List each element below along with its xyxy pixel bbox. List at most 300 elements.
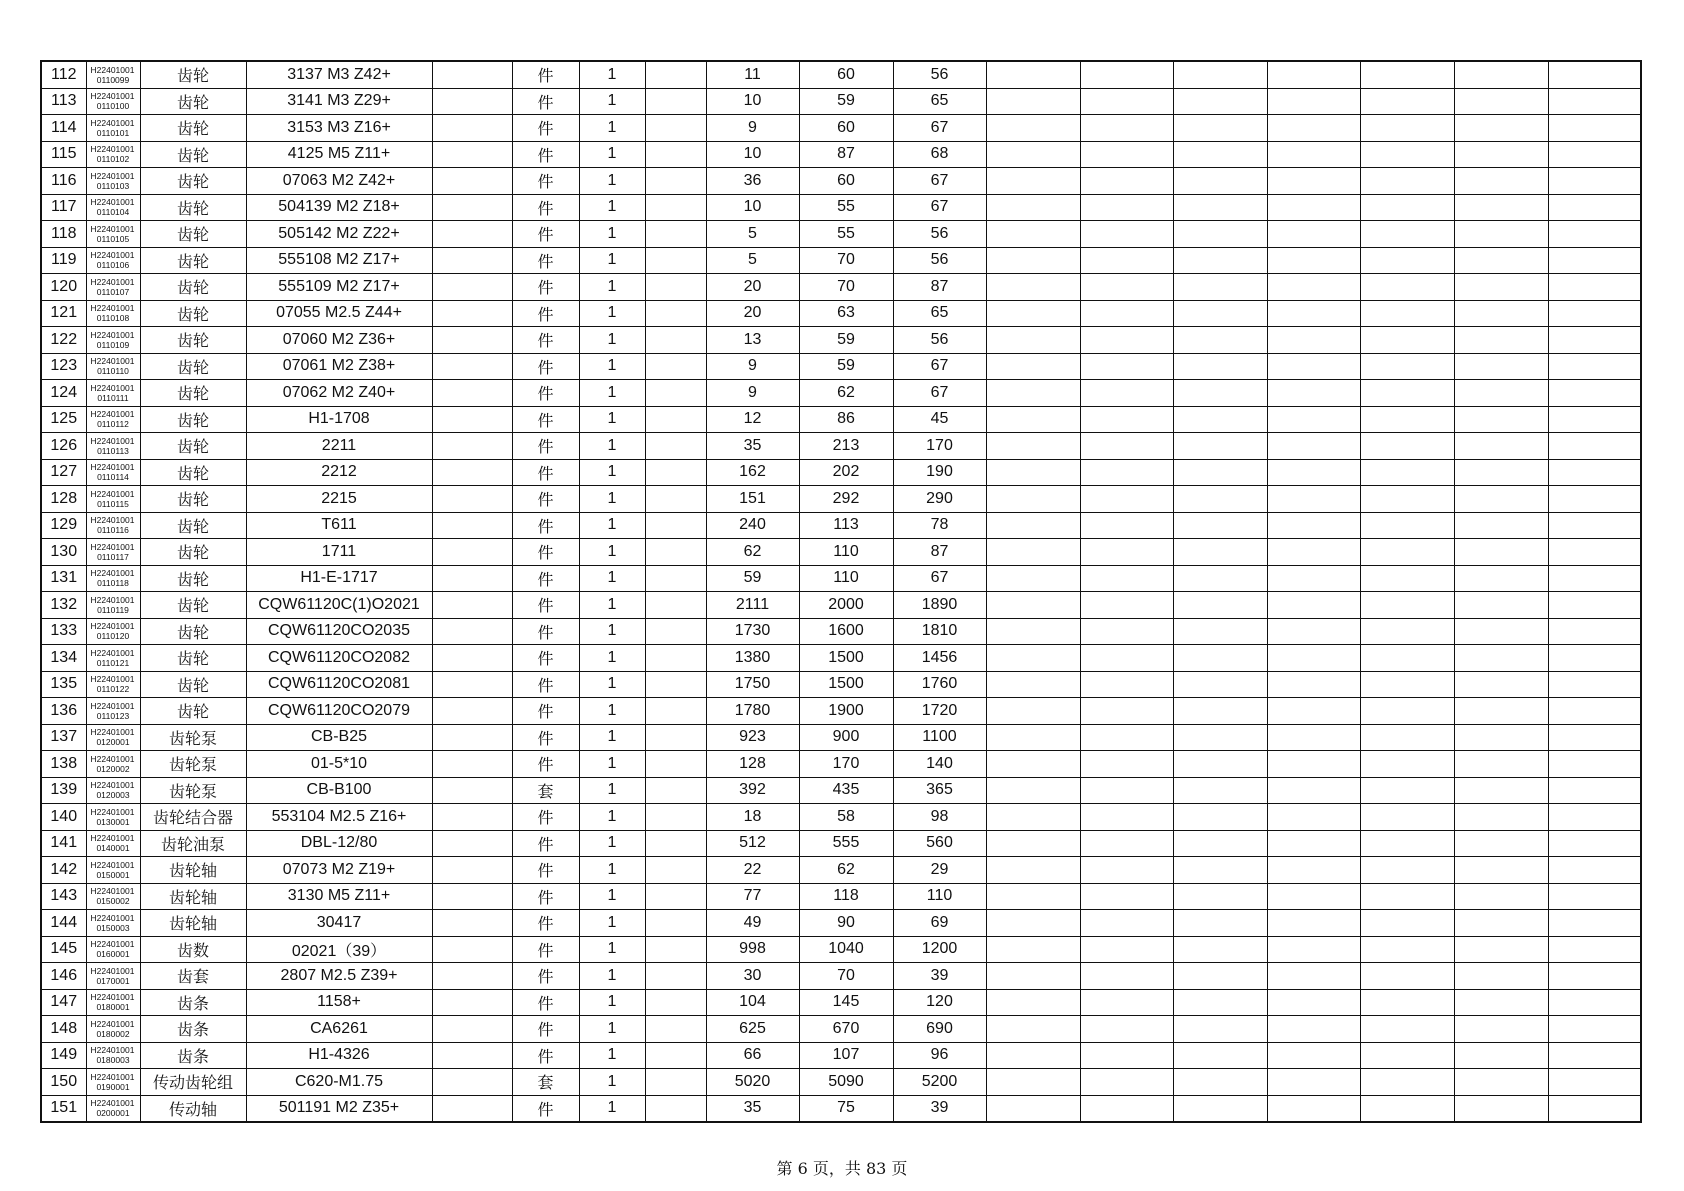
empty-cell [1080,115,1173,142]
item-spec: H1-1708 [246,406,432,433]
item-spec: 30417 [246,910,432,937]
empty-cell [986,698,1080,725]
page-footer: 第 6 页，共 83 页 [776,1159,908,1178]
empty-cell [986,910,1080,937]
price-1: 11 [706,61,799,88]
empty-cell [1548,777,1641,804]
empty-cell [1548,539,1641,566]
empty-cell [1454,910,1548,937]
item-spec: 07073 M2 Z19+ [246,857,432,884]
table-row [41,274,1641,301]
empty-cell [986,459,1080,486]
item-unit: 件 [512,300,579,327]
item-quantity: 1 [579,565,645,592]
empty-cell [1360,724,1454,751]
price-1: 9 [706,115,799,142]
empty-cell [986,486,1080,513]
empty-cell [1080,910,1173,937]
item-name: 齿轮 [140,645,246,672]
item-name: 齿轮油泵 [140,830,246,857]
empty-cell [1267,671,1360,698]
price-2: 63 [799,300,893,327]
empty-cell [1548,565,1641,592]
price-1: 128 [706,751,799,778]
item-spec: 3130 M5 Z11+ [246,883,432,910]
material-code: H22401001 0110116 [86,512,140,539]
empty-cell [1360,539,1454,566]
material-code: H22401001 0110122 [86,671,140,698]
table-row [41,61,1641,88]
empty-cell [1454,194,1548,221]
item-unit: 件 [512,512,579,539]
item-spec: 3141 M3 Z29+ [246,88,432,115]
empty-cell [645,1069,706,1096]
empty-cell [1548,592,1641,619]
row-number: 151 [41,1095,86,1122]
item-spec: 3153 M3 Z16+ [246,115,432,142]
empty-cell [1267,168,1360,195]
empty-cell [432,194,512,221]
item-name: 齿轮轴 [140,910,246,937]
price-3: 1760 [893,671,986,698]
empty-cell [645,221,706,248]
empty-cell [432,989,512,1016]
price-3: 560 [893,830,986,857]
empty-cell [986,830,1080,857]
item-quantity: 1 [579,989,645,1016]
item-name: 齿轮轴 [140,883,246,910]
table-row [41,645,1641,672]
empty-cell [1080,88,1173,115]
price-3: 39 [893,1095,986,1122]
price-3: 98 [893,804,986,831]
empty-cell [1360,459,1454,486]
item-spec: DBL-12/80 [246,830,432,857]
price-2: 2000 [799,592,893,619]
empty-cell [1548,1069,1641,1096]
empty-cell [1454,327,1548,354]
price-1: 62 [706,539,799,566]
empty-cell [986,751,1080,778]
empty-cell [1267,830,1360,857]
empty-cell [1173,274,1267,301]
row-number: 136 [41,698,86,725]
item-spec: 553104 M2.5 Z16+ [246,804,432,831]
empty-cell [1360,327,1454,354]
empty-cell [432,1042,512,1069]
item-unit: 件 [512,565,579,592]
price-2: 62 [799,380,893,407]
empty-cell [1454,274,1548,301]
empty-cell [1267,194,1360,221]
empty-cell [1267,247,1360,274]
empty-cell [1454,671,1548,698]
empty-cell [1548,61,1641,88]
empty-cell [1267,115,1360,142]
empty-cell [1360,618,1454,645]
row-number: 150 [41,1069,86,1096]
item-quantity: 1 [579,910,645,937]
empty-cell [1454,221,1548,248]
empty-cell [1360,777,1454,804]
empty-cell [1080,486,1173,513]
empty-cell [1080,327,1173,354]
empty-cell [1080,221,1173,248]
empty-cell [1080,406,1173,433]
table-row [41,910,1641,937]
price-1: 10 [706,88,799,115]
item-unit: 件 [512,539,579,566]
item-unit: 件 [512,910,579,937]
item-name: 齿数 [140,936,246,963]
price-3: 56 [893,61,986,88]
empty-cell [1173,221,1267,248]
item-unit: 套 [512,777,579,804]
empty-cell [1080,724,1173,751]
price-2: 70 [799,247,893,274]
empty-cell [1267,751,1360,778]
table-row [41,963,1641,990]
row-number: 137 [41,724,86,751]
row-number: 119 [41,247,86,274]
item-name: 齿轮 [140,221,246,248]
empty-cell [1454,168,1548,195]
empty-cell [1080,830,1173,857]
empty-cell [1267,512,1360,539]
item-quantity: 1 [579,618,645,645]
empty-cell [1454,406,1548,433]
table-body [41,61,1641,1122]
item-quantity: 1 [579,433,645,460]
item-quantity: 1 [579,671,645,698]
price-2: 555 [799,830,893,857]
empty-cell [645,645,706,672]
empty-cell [1080,1069,1173,1096]
item-spec: 07063 M2 Z42+ [246,168,432,195]
empty-cell [1173,936,1267,963]
empty-cell [645,353,706,380]
material-code: H22401001 0110117 [86,539,140,566]
material-code: H22401001 0110110 [86,353,140,380]
material-code: H22401001 0110107 [86,274,140,301]
price-1: 10 [706,194,799,221]
item-unit: 件 [512,61,579,88]
empty-cell [986,353,1080,380]
empty-cell [1173,963,1267,990]
price-2: 435 [799,777,893,804]
empty-cell [432,274,512,301]
price-1: 36 [706,168,799,195]
material-code: H22401001 0110099 [86,61,140,88]
empty-cell [1454,565,1548,592]
item-unit: 件 [512,592,579,619]
empty-cell [1548,804,1641,831]
empty-cell [432,963,512,990]
item-spec: 555109 M2 Z17+ [246,274,432,301]
price-2: 1500 [799,645,893,672]
empty-cell [1267,1095,1360,1122]
empty-cell [986,1042,1080,1069]
item-quantity: 1 [579,88,645,115]
empty-cell [645,1042,706,1069]
empty-cell [1454,353,1548,380]
price-3: 67 [893,565,986,592]
empty-cell [432,1095,512,1122]
empty-cell [1080,61,1173,88]
row-number: 118 [41,221,86,248]
item-quantity: 1 [579,406,645,433]
empty-cell [1267,724,1360,751]
empty-cell [1173,883,1267,910]
item-name: 齿轮 [140,168,246,195]
table-row [41,353,1641,380]
item-name: 齿轮 [140,618,246,645]
item-unit: 件 [512,1016,579,1043]
item-spec: 02021（39） [246,936,432,963]
row-number: 129 [41,512,86,539]
row-number: 124 [41,380,86,407]
price-3: 170 [893,433,986,460]
empty-cell [1267,963,1360,990]
empty-cell [1454,857,1548,884]
material-code: H22401001 0110112 [86,406,140,433]
empty-cell [1173,353,1267,380]
empty-cell [1360,433,1454,460]
empty-cell [1173,804,1267,831]
item-name: 传动轴 [140,1095,246,1122]
empty-cell [1360,645,1454,672]
empty-cell [986,406,1080,433]
empty-cell [1267,141,1360,168]
empty-cell [1267,539,1360,566]
item-spec: 07060 M2 Z36+ [246,327,432,354]
empty-cell [645,141,706,168]
table-row [41,433,1641,460]
price-2: 60 [799,115,893,142]
empty-cell [986,883,1080,910]
item-name: 齿轮 [140,592,246,619]
table-row [41,486,1641,513]
price-2: 145 [799,989,893,1016]
empty-cell [645,274,706,301]
price-3: 68 [893,141,986,168]
table-row [41,857,1641,884]
price-3: 1720 [893,698,986,725]
empty-cell [1267,406,1360,433]
empty-cell [1360,247,1454,274]
empty-cell [645,671,706,698]
empty-cell [432,671,512,698]
empty-cell [1173,618,1267,645]
item-spec: CQW61120CO2035 [246,618,432,645]
item-spec: 1711 [246,539,432,566]
empty-cell [1548,910,1641,937]
price-1: 1780 [706,698,799,725]
item-quantity: 1 [579,857,645,884]
empty-cell [986,963,1080,990]
empty-cell [1173,512,1267,539]
empty-cell [1267,88,1360,115]
empty-cell [432,327,512,354]
price-3: 56 [893,221,986,248]
item-unit: 套 [512,1069,579,1096]
empty-cell [1360,963,1454,990]
empty-cell [1080,963,1173,990]
item-unit: 件 [512,115,579,142]
item-quantity: 1 [579,804,645,831]
empty-cell [1548,194,1641,221]
price-1: 2111 [706,592,799,619]
table-row [41,459,1641,486]
item-spec: 1158+ [246,989,432,1016]
material-code: H22401001 0110109 [86,327,140,354]
item-unit: 件 [512,380,579,407]
table-row [41,671,1641,698]
empty-cell [645,406,706,433]
price-2: 62 [799,857,893,884]
price-2: 1900 [799,698,893,725]
price-1: 392 [706,777,799,804]
empty-cell [1454,698,1548,725]
price-1: 5 [706,247,799,274]
empty-cell [645,247,706,274]
item-name: 齿套 [140,963,246,990]
item-quantity: 1 [579,115,645,142]
empty-cell [1173,698,1267,725]
empty-cell [1360,910,1454,937]
item-name: 齿轮 [140,459,246,486]
empty-cell [432,486,512,513]
price-1: 18 [706,804,799,831]
empty-cell [1080,1095,1173,1122]
price-1: 20 [706,300,799,327]
empty-cell [1360,1042,1454,1069]
empty-cell [986,512,1080,539]
table-row [41,1069,1641,1096]
empty-cell [1360,1069,1454,1096]
item-spec: 501191 M2 Z35+ [246,1095,432,1122]
item-spec: C620-M1.75 [246,1069,432,1096]
material-code: H22401001 0160001 [86,936,140,963]
price-2: 292 [799,486,893,513]
price-2: 86 [799,406,893,433]
row-number: 132 [41,592,86,619]
price-1: 923 [706,724,799,751]
empty-cell [986,327,1080,354]
row-number: 117 [41,194,86,221]
empty-cell [1548,459,1641,486]
item-quantity: 1 [579,963,645,990]
price-1: 998 [706,936,799,963]
item-name: 齿轮 [140,539,246,566]
empty-cell [1173,380,1267,407]
empty-cell [986,1069,1080,1096]
item-quantity: 1 [579,300,645,327]
price-3: 67 [893,115,986,142]
empty-cell [645,433,706,460]
empty-cell [1267,857,1360,884]
empty-cell [1267,592,1360,619]
empty-cell [645,777,706,804]
price-3: 290 [893,486,986,513]
empty-cell [986,433,1080,460]
table-row [41,698,1641,725]
empty-cell [1173,300,1267,327]
row-number: 141 [41,830,86,857]
empty-cell [986,777,1080,804]
item-name: 传动齿轮组 [140,1069,246,1096]
empty-cell [1454,115,1548,142]
empty-cell [1548,751,1641,778]
item-unit: 件 [512,883,579,910]
empty-cell [1548,883,1641,910]
empty-cell [1360,698,1454,725]
price-3: 67 [893,353,986,380]
table-row [41,1095,1641,1122]
empty-cell [986,168,1080,195]
price-1: 30 [706,963,799,990]
item-spec: CB-B100 [246,777,432,804]
empty-cell [1454,1095,1548,1122]
empty-cell [986,380,1080,407]
empty-cell [1173,194,1267,221]
empty-cell [986,539,1080,566]
empty-cell [432,88,512,115]
empty-cell [1360,1095,1454,1122]
empty-cell [432,141,512,168]
row-number: 147 [41,989,86,1016]
empty-cell [1173,1095,1267,1122]
empty-cell [645,459,706,486]
item-unit: 件 [512,1095,579,1122]
empty-cell [645,565,706,592]
empty-cell [1454,989,1548,1016]
item-quantity: 1 [579,380,645,407]
empty-cell [1454,1016,1548,1043]
empty-cell [1173,168,1267,195]
material-code: H22401001 0110120 [86,618,140,645]
empty-cell [986,1095,1080,1122]
row-number: 146 [41,963,86,990]
price-3: 39 [893,963,986,990]
empty-cell [645,883,706,910]
price-1: 1730 [706,618,799,645]
empty-cell [1173,565,1267,592]
price-1: 12 [706,406,799,433]
empty-cell [1080,539,1173,566]
row-number: 135 [41,671,86,698]
empty-cell [432,1016,512,1043]
table-row [41,168,1641,195]
price-2: 110 [799,539,893,566]
price-1: 512 [706,830,799,857]
empty-cell [645,830,706,857]
price-3: 110 [893,883,986,910]
price-2: 59 [799,327,893,354]
empty-cell [1173,539,1267,566]
empty-cell [1267,433,1360,460]
empty-cell [645,115,706,142]
empty-cell [986,804,1080,831]
row-number: 114 [41,115,86,142]
item-unit: 件 [512,459,579,486]
empty-cell [1454,751,1548,778]
price-3: 67 [893,380,986,407]
empty-cell [645,857,706,884]
item-unit: 件 [512,194,579,221]
empty-cell [1080,1016,1173,1043]
empty-cell [1267,61,1360,88]
